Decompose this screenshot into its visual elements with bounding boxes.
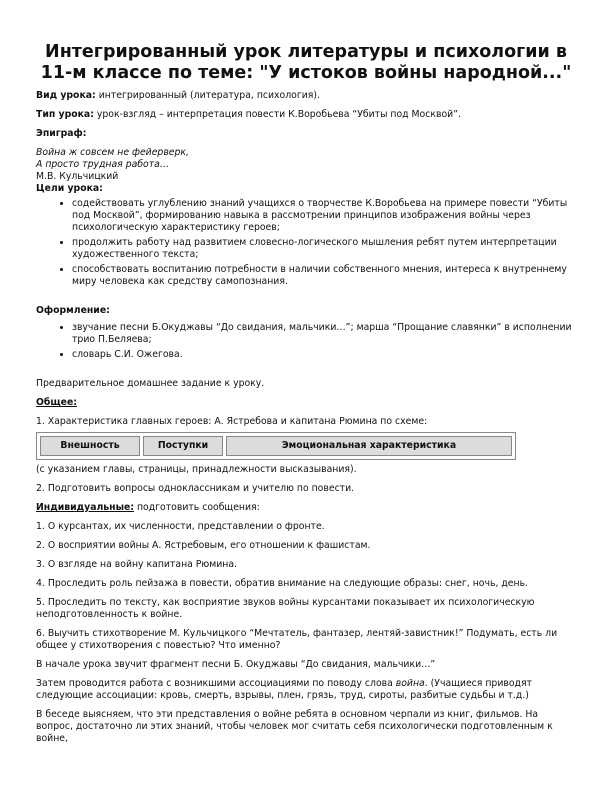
- design-label: Оформление:: [36, 305, 110, 316]
- epigraph-label: Эпиграф:: [36, 128, 87, 139]
- epigraph-line-2: А просто трудная работа…: [36, 159, 170, 170]
- individual-item: 6. Выучить стихотворение М. Кульчицкого “Мечтатель, фантазер, лентяй-завистник!” Подумать, есть ли общее у стихотворения с повестью? Что именно?: [36, 628, 558, 651]
- closing-p2-after: . (Учащиеся приводят следующие ассоциации: кровь, смерть, взрывы, плен, грязь, труд, сироты, разбитые судьбы и т.д.): [36, 678, 532, 701]
- lesson-kind-label: Вид урока:: [36, 90, 96, 101]
- goals-label: Цели урока:: [36, 183, 103, 194]
- closing-paragraph-2: [36, 678, 576, 702]
- general-label: Общее:: [36, 397, 78, 408]
- table-header-actions: Поступки: [143, 436, 223, 456]
- table-header-emotional: Эмоциональная характеристика: [226, 436, 512, 456]
- table-note: (с указанием главы, страницы, принадлежности высказывания).: [36, 464, 357, 475]
- individual-heading: [36, 502, 576, 514]
- closing-p2-italic: война: [395, 678, 425, 689]
- character-scheme-table: [36, 432, 516, 460]
- document-page: [36, 42, 576, 752]
- goal-item: • содействовать углублению знаний учащихся о творчестве К.Воробьева на примере повести “Убиты под Москвой”, формированию навыка в рассмотрении принципов изображения войны через психологическую характеристику героев;: [72, 198, 576, 234]
- design-item: • словарь С.И. Ожегова.: [72, 349, 576, 361]
- lesson-type-value: урок-взгляд – интерпретация повести К.Воробьева “Убиты под Москвой”.: [93, 109, 461, 120]
- goal-item: • способствовать воспитанию потребности в наличии собственного мнения, интереса к внутреннему миру человека как средству самопознания.: [72, 264, 576, 288]
- individual-item: 5. Проследить по тексту, как восприятие звуков войны курсантами показывает их психологическую неподготовленность к войне.: [36, 597, 535, 620]
- lesson-kind-value: интегрированный (литература, психология).: [95, 90, 320, 101]
- individual-rest: подготовить сообщения:: [134, 502, 260, 513]
- closing-paragraph-3: В беседе выясняем, что эти представления о войне ребята в основном черпали из книг, фильмов. На вопрос, достаточно ли этих знаний, чтобы человек мог считать себя психологически подготовленным к войне,: [36, 709, 553, 744]
- design-list: [36, 322, 576, 361]
- individual-item: 4. Проследить роль пейзажа в повести, обратив внимание на следующие образы: снег, ночь, день.: [36, 578, 529, 589]
- goals-list: [36, 198, 576, 288]
- general-task-1: 1. Характеристика главных героев: А. Ястребова и капитана Рюмина по схеме:: [36, 416, 428, 427]
- goal-item: • продолжить работу над развитием словесно-логического мышления ребят путем интерпретации художественного текста;: [72, 237, 576, 261]
- individual-label: Индивидуальные:: [36, 502, 135, 513]
- individual-item: 2. О восприятии войны А. Ястребовым, его отношении к фашистам.: [36, 540, 371, 551]
- lesson-type: [36, 109, 576, 121]
- individual-item: 3. О взгляде на войну капитана Рюмина.: [36, 559, 238, 570]
- design-item: • звучание песни Б.Окуджавы “До свидания, мальчики…”; марша “Прощание славянки” в исполнении трио П.Беляева;: [72, 322, 576, 346]
- closing-paragraph-1: В начале урока звучит фрагмент песни Б. Окуджавы “До свидания, мальчики…”: [36, 659, 436, 670]
- lesson-kind: [36, 90, 576, 102]
- epigraph-line-1: Война ж совсем не фейерверк,: [36, 147, 190, 158]
- page-title: Интегрированный урок литературы и психологии в 11-м классе по теме: "У истоков войны народной...": [40, 42, 572, 83]
- lesson-type-label: Тип урока:: [36, 109, 94, 120]
- general-task-2: 2. Подготовить вопросы одноклассникам и учителю по повести.: [36, 483, 355, 494]
- individual-item: 1. О курсантах, их численности, представлении о фронте.: [36, 521, 325, 532]
- epigraph-author: М.В. Кульчицкий: [36, 171, 119, 182]
- closing-p2-before: Затем проводится работа с возникшими ассоциациями по поводу слова: [36, 678, 396, 689]
- table-header-appearance: Внешность: [40, 436, 140, 456]
- homework-intro: Предварительное домашнее задание к уроку.: [36, 378, 265, 389]
